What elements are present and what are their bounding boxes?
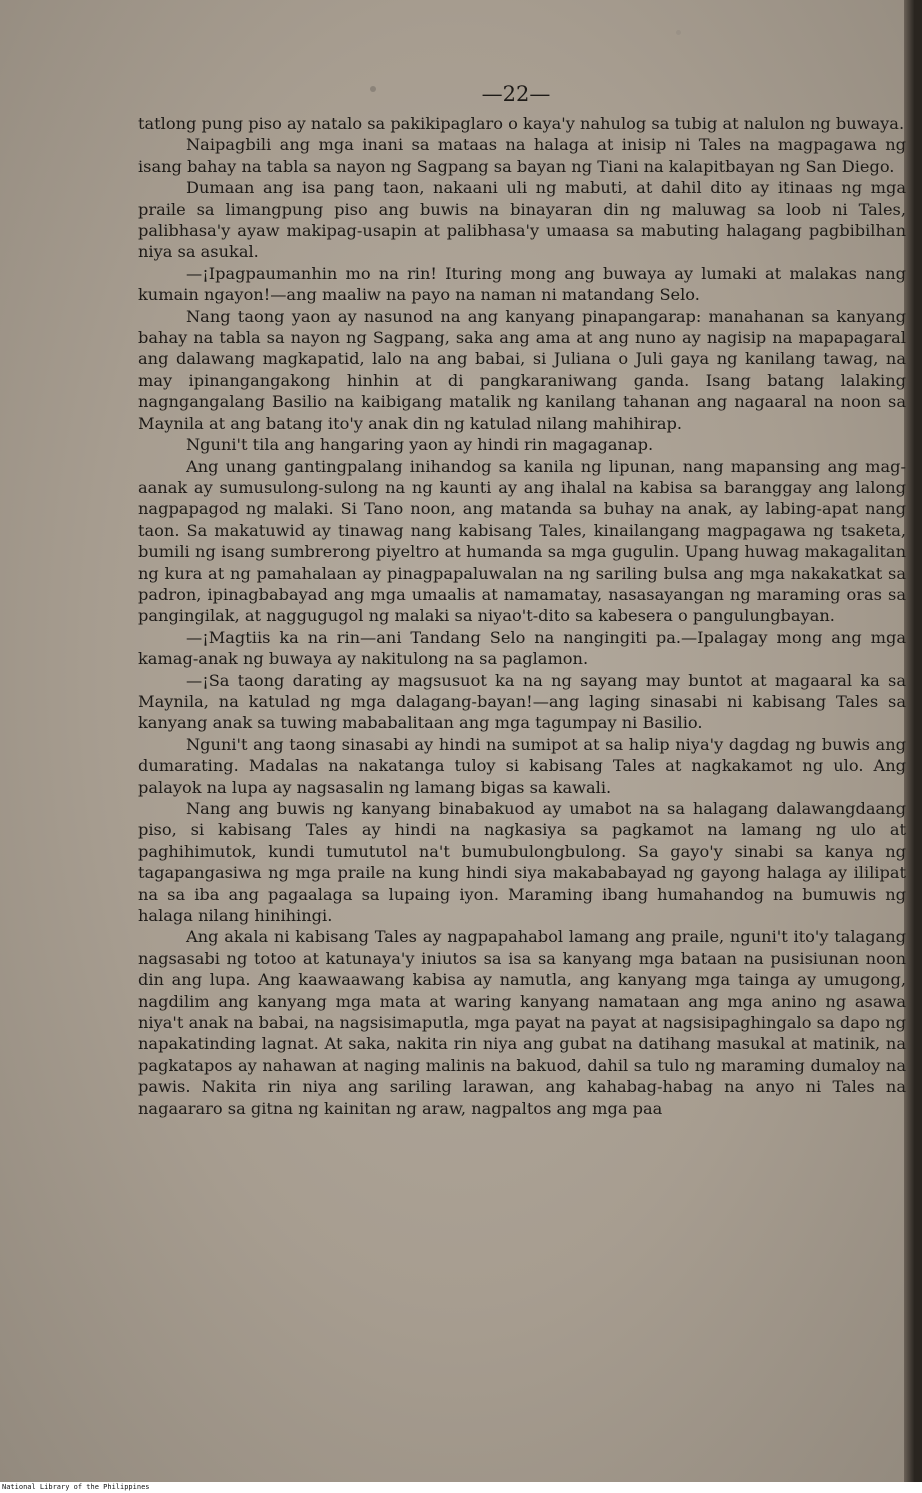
paragraph: Ang akala ni kabisang Tales ay nagpapahabol lamang ang praile, nguni't ito'y talagang nagsasabi ng totoo at katunaya'y iniutos sa isa sa kanyang mga bataan na pusisiunan noon din ang lupa. Ang kaawaawang kabisa ay namutla, ang kanyang mga tainga ay umugong, nagdilim ang kanyang mga mata at waring kanyang namataan ang mga anino ng asawa niya't anak na babai, na nagsisimaputla, mga payat na payat at nagsisipaghingalo sa dapo ng napakatinding lagnat. At saka, nakita rin niya ang gubat na datihang masukal at matinik, na pagkatapos ay nahawan at naging malinis na bakuod, dahil sa tulo ng maraming dumaloy na pawis. Nakita rin niya ang sariling larawan, ang kahabag-habag na anyo ni Tales na nagaararo sa gitna ng kainitan ng araw, nagpaltos ang mga paa (138, 927, 906, 1118)
page-speck (676, 30, 681, 35)
paragraph: —¡Ipagpaumanhin mo na rin! Ituring mong ang buwaya ay lumaki at malakas nang kumain ngayon!—ang maaliw na payo na naman ni matandang Selo. (138, 263, 906, 305)
body-text (138, 113, 906, 1119)
paragraph: Dumaan ang isa pang taon, nakaani uli ng mabuti, at dahil dito ay itinaas ng mga praile sa limangpung piso ang buwis na binayaran din ng maluwag sa loob ni Tales, palibhasa'y ayaw makipag-usapin at palibhasa'y umaasa sa mabuting halagang pagbibilhan niya sa asukal. (138, 178, 906, 262)
paragraph: Naipagbili ang mga inani sa mataas na halaga at inisip ni Tales na magpagawa ng isang bahay na tabla sa nayon ng Sagpang sa bayan ng Tiani na kalapitbayan ng San Diego. (138, 135, 906, 176)
footer-credit: National Library of the Philippines (0, 1482, 922, 1493)
paragraph: Nang taong yaon ay nasunod na ang kanyang pinapangarap: manahanan sa kanyang bahay na tabla sa nayon ng Sagpang, saka ang ama at ang nuno ay nagisip na mapapagaral ang dalawang magkapatid, lalo na ang babai, si Juliana o Juli gaya ng kanilang tawag, na may ipinangangakong hinhin at di pangkaraniwang ganda. Isang batang lalaking nagngangalang Basilio na kaibigang matalik ng kanilang tahanan ang nagaaral na noon sa Maynila at ang batang ito'y anak din ng katulad nilang mahihirap. (138, 306, 906, 433)
paragraph: Nang ang buwis ng kanyang binabakuod ay umabot na sa halagang dalawangdaang piso, si kabisang Tales ay hindi na nagkasiya sa pagkamot na lamang ng ulo at paghihimutok, kundi tumututol na't bumubulongbulong. Sa gayo'y sinabi sa kanya ng tagapangasiwa ng mga praile na kung hindi siya makababayad ng gayong halaga ay ililipat na sa iba ang pagaalaga sa lupaing iyon. Maraming ibang humahandog na bumuwis ng halaga nilang hinihingi. (138, 799, 906, 926)
paragraph: —¡Sa taong darating ay magsusuot ka na ng sayang may buntot at magaaral ka sa Maynila, na katulad ng mga dalagang-bayan!—ang laging sinasabi ni kabisang Tales sa kanyang anak sa tuwing mababalitaan ang mga tagumpay ni Basilio. (138, 670, 906, 733)
paragraph: Ang unang gantingpalang inihandog sa kanila ng lipunan, nang mapansing ang mag-aanak ay sumusulong-sulong na ng kaunti ay ang ihalal na kabisa sa baranggay ang lalong nagpapagod ng malaki. Si Tano noon, ang matanda sa buhay na anak, ay labing-apat nang taon. Sa makatuwid ay tinawag nang kabisang Tales, kinailangang magpagawa ng tsaketa, bumili ng isang sumbrerong piyeltro at humanda sa mga gugulin. Upang huwag makagalitan ng kura at ng pamahalaan ay pinagpapaluwalan na ng sariling bulsa ang mga nakakatkat sa padron, ipinagbabayad ang mga umaalis at namamatay, nasasayangan ng maraming oras sa pangingilak, at naggugugol ng malaki sa niyao't-dito sa kabesera o pangulungbayan. (138, 456, 906, 626)
paragraph: Nguni't ang taong sinasabi ay hindi na sumipot at sa halip niya'y dagdag ng buwis ang dumarating. Madalas na nakatanga tuloy si kabisang Tales at nagkakamot ng ulo. Ang palayok na lupa ay nagsasalin ng lamang bigas sa kawali. (138, 734, 906, 797)
paragraph: —¡Magtiis ka na rin—ani Tandang Selo na nangingiti pa.—Ipalagay mong ang mga kamag-anak ng buwaya ay nakitulong na sa paglamon. (138, 627, 906, 669)
paragraph: Nguni't tila ang hangaring yaon ay hindi rin magaganap. (186, 435, 654, 455)
page-number: —22— (481, 82, 551, 106)
paragraph: tatlong pung piso ay natalo sa pakikipaglaro o kaya'y nahulog sa tubig at nalulon ng buwaya. (138, 114, 905, 133)
